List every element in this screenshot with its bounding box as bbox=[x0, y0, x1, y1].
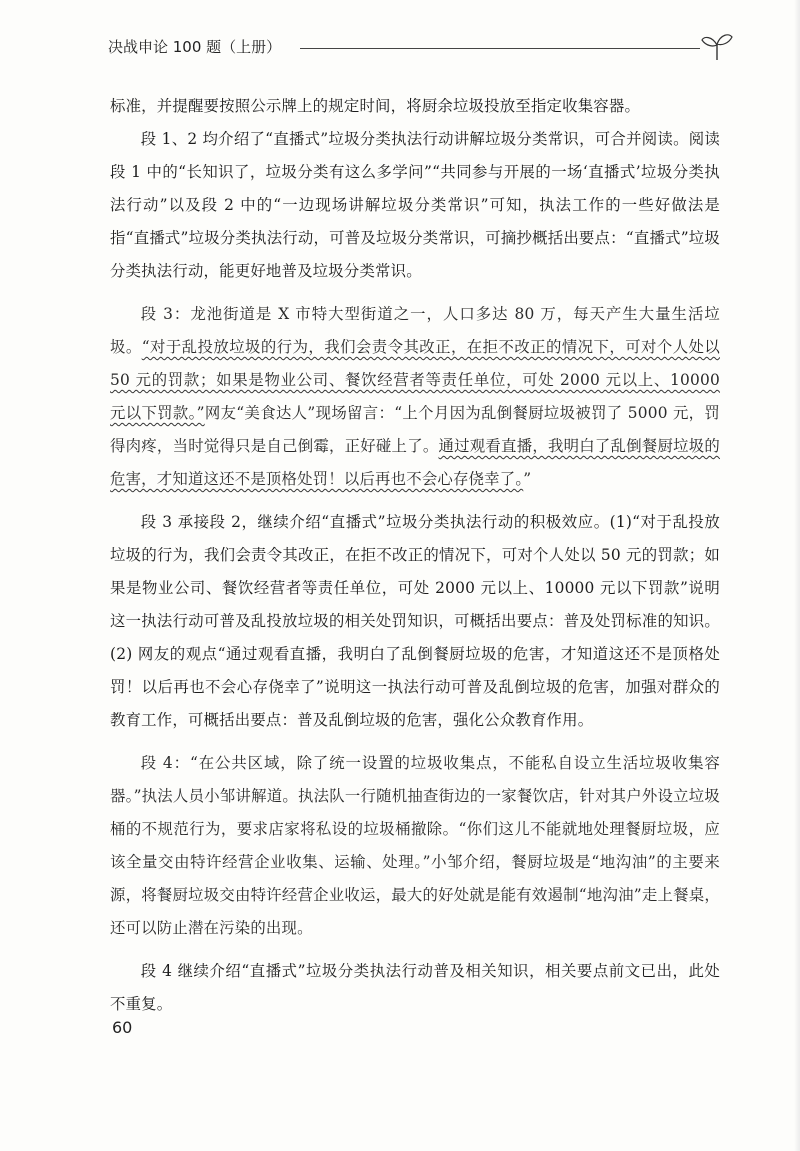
sprout-icon bbox=[700, 30, 734, 62]
page-body bbox=[110, 90, 720, 1021]
paragraph-continuation: 标准，并提醒要按照公示牌上的规定时间，将厨余垃圾投放至指定收集容器。 bbox=[110, 97, 641, 115]
page-number: 60 bbox=[112, 1018, 133, 1037]
source-paragraph-4: 段 4：“在公共区域，除了统一设置的垃圾收集点，不能私自设立生活垃圾收集容器。”执法人员小邹讲解道。执法队一行随机抽查街边的一家餐饮店，针对其户外设立垃圾桶的不规范行为，要求店家将私设的垃圾桶撤除。“你们这儿不能就地处理餐厨垃圾，应该全量交由特许经营企业收集、运输、处理。”小邹介绍，餐厨垃圾是“地沟油”的主要来源，将餐厨垃圾交由特许经营企业收运，最大的好处就是能有效遏制“地沟油”走上餐桌，还可以防止潜在污染的出现。 bbox=[110, 754, 720, 937]
header-rule bbox=[300, 48, 700, 49]
analysis-paragraph-4: 段 4 继续介绍“直播式”垃圾分类执法行动普及相关知识，相关要点前文已出，此处不重复。 bbox=[110, 962, 720, 1013]
analysis-paragraph-3: 段 3 承接段 2，继续介绍“直播式”垃圾分类执法行动的积极效应。(1)“对于乱投放垃圾的行为，我们会责令其改正，在拒不改正的情况下，可对个人处以 50 元的罚款；如果是物业公司、餐饮经营者等责任单位，可处 2000 元以上、10000 元以下罚款”说明这一执法行动可普及乱投放垃圾的相关处罚知识，可概括出要点：普及处罚标准的知识。(2) 网友的观点“通过观看直播，我明白了乱倒餐厨垃圾的危害，才知道这还不是顶格处罚！以后再也不会心存侥幸了”说明这一执法行动可普及乱倒垃圾的危害，加强对群众的教育工作，可概括出要点：普及乱倒垃圾的危害，强化公众教育作用。 bbox=[110, 513, 720, 729]
running-header bbox=[100, 30, 740, 66]
book-title: 决战申论 100 题（上册） bbox=[108, 38, 282, 56]
underlined-quote: 通过观看直播，我明白了乱倒餐厨垃圾的危害，才知道这还不是顶格处罚！以后再也不会心存侥幸了。 bbox=[110, 437, 720, 488]
source-text: 网友“美食达人”现场留言：“上个月因为乱倒餐厨垃圾被罚了 5000 元，罚得肉疼，当时觉得只是自己倒霉，正好碰上了。 bbox=[110, 404, 720, 455]
source-text: ” bbox=[523, 470, 532, 488]
scan-edge bbox=[794, 0, 800, 1151]
source-text: 段 3：龙池街道是 X 市特大型街道之一，人口多达 80 万，每天产生大量生活垃圾。 bbox=[110, 305, 720, 356]
source-paragraph-3 bbox=[110, 298, 720, 496]
analysis-paragraph-1: 段 1、2 均介绍了“直播式”垃圾分类执法行动讲解垃圾分类常识，可合并阅读。阅读段 1 中的“长知识了，垃圾分类有这么多学问”“共同参与开展的一场‘直播式’垃圾分类执法行动”以及段 2 中的“一边现场讲解垃圾分类常识”可知，执法工作的一些好做法是指“直播式”垃圾分类执法行动，可普及垃圾分类常识，可摘抄概括出要点：“直播式”垃圾分类执法行动，能更好地普及垃圾分类常识。 bbox=[110, 130, 720, 280]
underlined-quote: “对于乱投放垃圾的行为，我们会责令其改正，在拒不改正的情况下，可对个人处以 50 元的罚款；如果是物业公司、餐饮经营者等责任单位，可处 2000 元以上、10000 元以下罚款。” bbox=[110, 338, 720, 422]
